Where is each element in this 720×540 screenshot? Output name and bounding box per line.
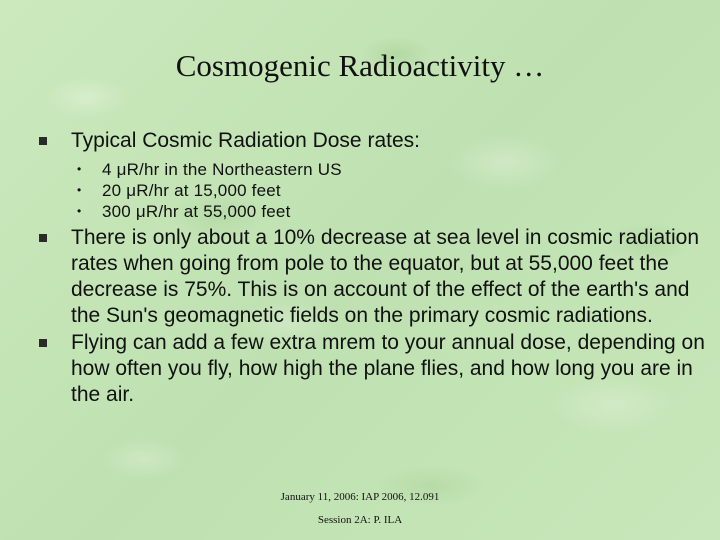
dot-bullet-icon: • (77, 162, 82, 176)
dot-bullet-icon: • (77, 204, 82, 218)
square-bullet-icon (39, 137, 47, 145)
sub-bullet-item (38, 201, 708, 222)
slide-content (38, 128, 708, 409)
sub-bullet-text: 300 μR/hr at 55,000 feet (102, 202, 291, 221)
bullet-item (38, 128, 708, 154)
bullet-item (38, 225, 708, 329)
sub-bullet-text: 4 μR/hr in the Northeastern US (102, 160, 342, 179)
bullet-text: There is only about a 10% decrease at sea level in cosmic radiation rates when going from pole to the equator, but at 55,000 feet the decrease is 75%. This is on account of the effect of the earth's and the Sun's geomagnetic fields on the primary cosmic radiations. (71, 226, 700, 327)
slide-title: Cosmogenic Radioactivity … (175, 48, 545, 83)
square-bullet-icon (39, 234, 47, 242)
sub-bullet-item (38, 180, 708, 201)
footer-session: Session 2A: P. ILA (317, 514, 403, 526)
bullet-text: Flying can add a few extra mrem to your annual dose, depending on how often you fly, how high the plane flies, and how long you are in the air. (71, 331, 705, 406)
footer-date-course: January 11, 2006: IAP 2006, 12.091 (280, 491, 440, 503)
bullet-item (38, 330, 708, 408)
sub-bullet-list (38, 159, 708, 222)
sub-bullet-text: 20 μR/hr at 15,000 feet (102, 181, 281, 200)
square-bullet-icon (39, 339, 47, 347)
sub-bullet-item (38, 159, 708, 180)
bullet-text: Typical Cosmic Radiation Dose rates: (71, 129, 420, 152)
dot-bullet-icon: • (77, 183, 82, 197)
